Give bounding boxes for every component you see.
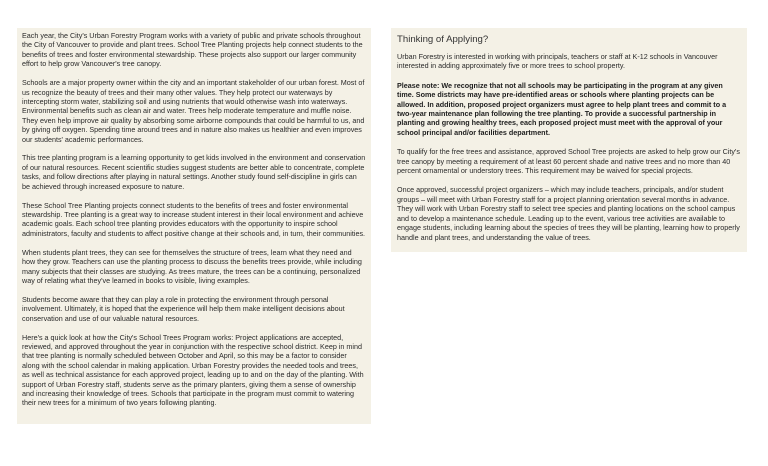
please-note-paragraph: Please note: We recognize that not all schools may be participating in the program at any given time. Some districts may have pre-identified areas or schools where planting projects can be allowed. In addition, proposed project organizers must agree to help plant trees and commit to a two-year maintenance plan following the tree planting. To provide a successful partnership in planting and growing healthy trees, each proposed project must meet with the approval of your school principal and/or facilities department. (397, 80, 727, 137)
intro-paragraph: Each year, the City's Urban Forestry Program works with a variety of public and private schools throughout the City of Vancouver to provide and plant trees. School Tree Planting projects help connect students to the benefits of trees and foster environmental stewardship. These projects also support our larger community effort to help grow Vancouver's tree canopy. (22, 31, 363, 69)
how-it-works-paragraph: Here's a quick look at how the City's School Trees Program works: Project applications are accepted, reviewed, and approved throughout the year in conjunction with the respective school district. Keep in mind that tree planting is normally scheduled between October and April, so this may be a factor to consider along with the school calendar in making application. Urban Forestry provides the needed tools and trees, as well as technical assistance for each approved project, leading up to and on the day of the planting. With support of Urban Forestry staff, students serve as the primary planters, giving them a sense of ownership and increasing their knowledge of trees. Schools that participate in the program must commit to watering their new trees for a minimum of two years following planting. (22, 332, 364, 408)
once-approved-paragraph: Once approved, successful project organizers – which may include teachers, principals, and/or student groups – will meet with Urban Forestry staff for a project planning orientation several months in advance. They will work with Urban Forestry staff to select tree species and planting locations on the school campus and to develop a maintenance schedule. Leading up to the event, various tree activities are available to engage students, including learning about the species of trees they will be planting, learning how to properly handle and plant trees, and understanding the value of trees. (397, 185, 740, 242)
learning-opportunity-paragraph: This tree planting program is a learning opportunity to get kids involved in the environment and conservation of our natural resources. Recent scientific studies suggest students are better able to concentrate, complete tasks, and follow directions after playing in natural settings. Another study found self-discipline in girls can be achieved through increased exposure to nature. (22, 153, 366, 191)
program-overview-panel (17, 28, 371, 424)
students-plant-paragraph: When students plant trees, they can see for themselves the structure of trees, learn what they need and how they grow. Teachers can use the planting process to discuss the benefits trees provide, while including many subjects that their classes are studying. As trees mature, the trees can be a continuing, personalized way of relating what they've learned in books to visible, living examples. (22, 247, 362, 285)
applying-panel (391, 28, 747, 252)
applying-heading: Thinking of Applying? (397, 34, 489, 45)
stewardship-paragraph: These School Tree Planting projects connect students to the benefits of trees and foster environmental stewardship. Tree planting is a great way to increase student interest in their local environment and achieve academic goals. Each school tree planting provides educators with the opportunity to inspire school administrators, faculty and students to affect positive change at their schools and, in turn, their communities. (22, 200, 366, 238)
qualify-paragraph: To qualify for the free trees and assistance, approved School Tree projects are asked to help grow our City's tree canopy by meeting a requirement of at least 60 percent shade and native trees and no more than 40 percent ornamental or understory trees. This requirement may be waived for special projects. (397, 147, 740, 176)
schools-stakeholder-paragraph: Schools are a major property owner within the city and an important stakeholder of our urban forest. Most of us recognize the beauty of trees and their many other values. They help protect our waterways by intercepting storm water, stabilizing soil and using nutrients that would otherwise wash into waterways. Environmental benefits such as clean air and water. Trees help moderate temperature and muffle noise. They even help improve air quality by absorbing some airborne compounds that could be harmful to us, and by giving off oxygen. Spending time around trees and in nature also makes us healthier and even improves our students' academic performances. (22, 78, 365, 144)
applying-intro-paragraph: Urban Forestry is interested in working with principals, teachers or staff at K-12 schools in Vancouver interested in adding approximately five or more trees to school property. (397, 52, 718, 71)
awareness-paragraph: Students become aware that they can play a role in protecting the environment through personal involvement. Ultimately, it is hoped that the experience will help them make intelligent decisions about conservation and use of our valuable natural resources. (22, 294, 345, 323)
